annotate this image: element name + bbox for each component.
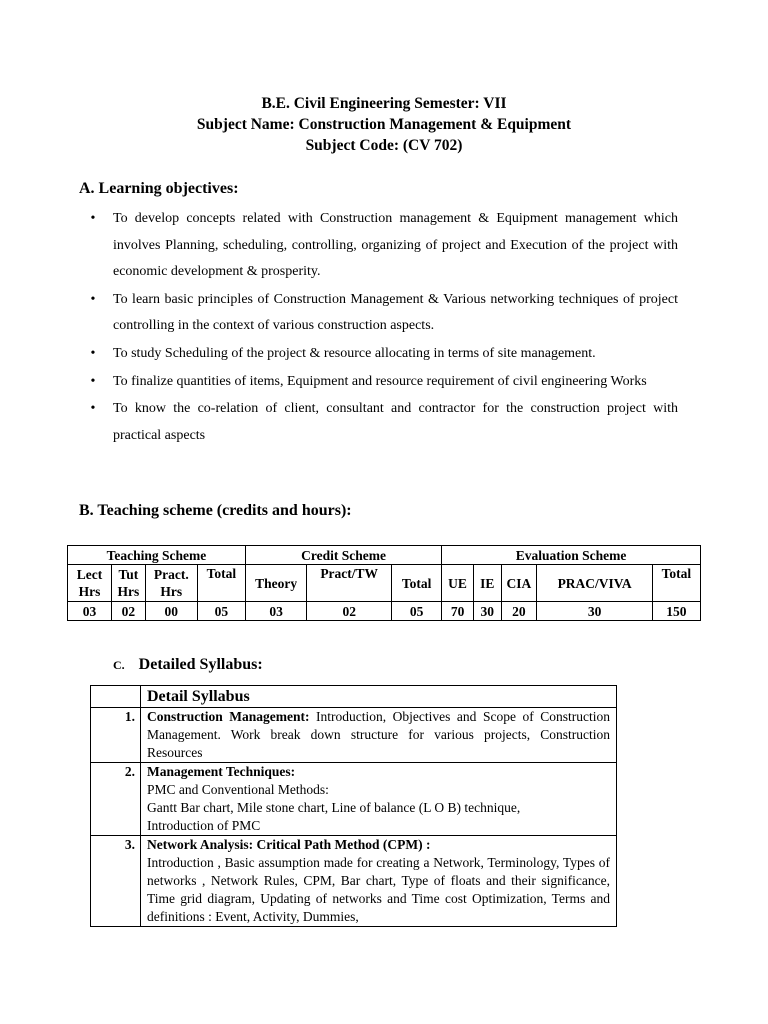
- table-cell: [91, 686, 141, 708]
- column-header: Tut Hrs: [111, 565, 145, 602]
- syllabus-table-header: Detail Syllabus: [141, 686, 617, 708]
- column-header: UE: [442, 565, 474, 602]
- bullet-icon: •: [90, 211, 96, 226]
- subject-name: Subject Name: Construction Management & Equipment: [196, 116, 572, 133]
- section-c-title: [113, 655, 263, 675]
- topic-heading: Construction Management:: [147, 709, 310, 724]
- column-header: Pract/TW: [307, 565, 392, 602]
- syllabus-table: [90, 685, 617, 927]
- table-cell: 02: [307, 602, 392, 621]
- section-a-title: A. Learning objectives:: [79, 180, 239, 197]
- table-cell: 03: [68, 602, 112, 621]
- bullet-icon: •: [90, 373, 96, 389]
- section-b-title: B. Teaching scheme (credits and hours):: [79, 502, 352, 519]
- topic-text: Introduction, Objectives and Scope of Construction Management. Work break down structure for various projects, Construction Resources: [147, 709, 610, 760]
- column-header: Pract. Hrs: [145, 565, 197, 602]
- topic-heading: Management Techniques:: [147, 764, 296, 779]
- list-item: • To know the co-relation of client, consultant and contractor for the construction project with practical aspects: [88, 396, 678, 449]
- column-header: PRAC/VIVA: [537, 565, 653, 602]
- table-cell: [141, 763, 617, 836]
- topic-text: PMC and Conventional Methods:: [147, 782, 329, 797]
- section-c-heading: Detailed Syllabus:: [138, 656, 263, 673]
- column-header: Total: [392, 565, 442, 602]
- objectives-list: [88, 206, 678, 449]
- program-title: B.E. Civil Engineering Semester: VII: [261, 95, 507, 112]
- table-group-header: Teaching Scheme: [68, 546, 246, 565]
- list-item: • To develop concepts related with Construction management & Equipment management which involves Planning, scheduling, controlling, organizing of project and Execution of the project with economic development & prosperity.: [88, 206, 678, 286]
- section-c-label: C.: [113, 658, 125, 672]
- list-item: • To learn basic principles of Construction Management & Various networking techniques of project controlling in the context of various construction aspects.: [88, 287, 678, 340]
- table-cell: 150: [652, 602, 700, 621]
- row-number: 3.: [91, 836, 141, 927]
- table-cell: 05: [197, 602, 245, 621]
- teaching-scheme-table: [67, 545, 701, 621]
- topic-text: Introduction of PMC: [147, 818, 261, 833]
- table-cell: 05: [392, 602, 442, 621]
- column-header: Total: [652, 565, 700, 602]
- column-header: IE: [473, 565, 501, 602]
- table-group-header: Credit Scheme: [245, 546, 441, 565]
- list-item: • To study Scheduling of the project & resource allocating in terms of site management.: [88, 341, 678, 368]
- row-number: 2.: [91, 763, 141, 836]
- column-header: CIA: [501, 565, 537, 602]
- bullet-icon: •: [90, 401, 96, 417]
- column-header: Total: [197, 565, 245, 602]
- table-cell: [141, 836, 617, 927]
- table-row: [91, 708, 617, 763]
- table-group-header: Evaluation Scheme: [442, 546, 701, 565]
- table-cell: 02: [111, 602, 145, 621]
- subject-code: Subject Code: (CV 702): [305, 137, 463, 154]
- table-cell: 20: [501, 602, 537, 621]
- list-item: • To finalize quantities of items, Equipment and resource requirement of civil engineering Works: [88, 369, 678, 396]
- table-cell: 30: [537, 602, 653, 621]
- topic-heading: Network Analysis: Critical Path Method (CPM) :: [147, 837, 431, 852]
- table-cell: [141, 708, 617, 763]
- table-row: [91, 836, 617, 927]
- topic-text: Introduction , Basic assumption made for creating a Network, Terminology, Types of networks , Network Rules, CPM, Bar chart, Type of floats and their significance, Time grid diagram, Updating of networks and Time cost Optimization, Terms and definitions : Event, Activity, Dummies,: [147, 855, 610, 924]
- bullet-icon: •: [90, 345, 96, 361]
- table-cell: 30: [473, 602, 501, 621]
- table-row: [91, 763, 617, 836]
- table-cell: 00: [145, 602, 197, 621]
- column-header: Lect Hrs: [68, 565, 112, 602]
- column-header: Theory: [245, 565, 306, 602]
- table-cell: 03: [245, 602, 306, 621]
- bullet-icon: •: [90, 291, 96, 307]
- row-number: 1.: [91, 708, 141, 763]
- topic-text: Gantt Bar chart, Mile stone chart, Line of balance (L O B) technique,: [147, 800, 521, 815]
- table-cell: 70: [442, 602, 474, 621]
